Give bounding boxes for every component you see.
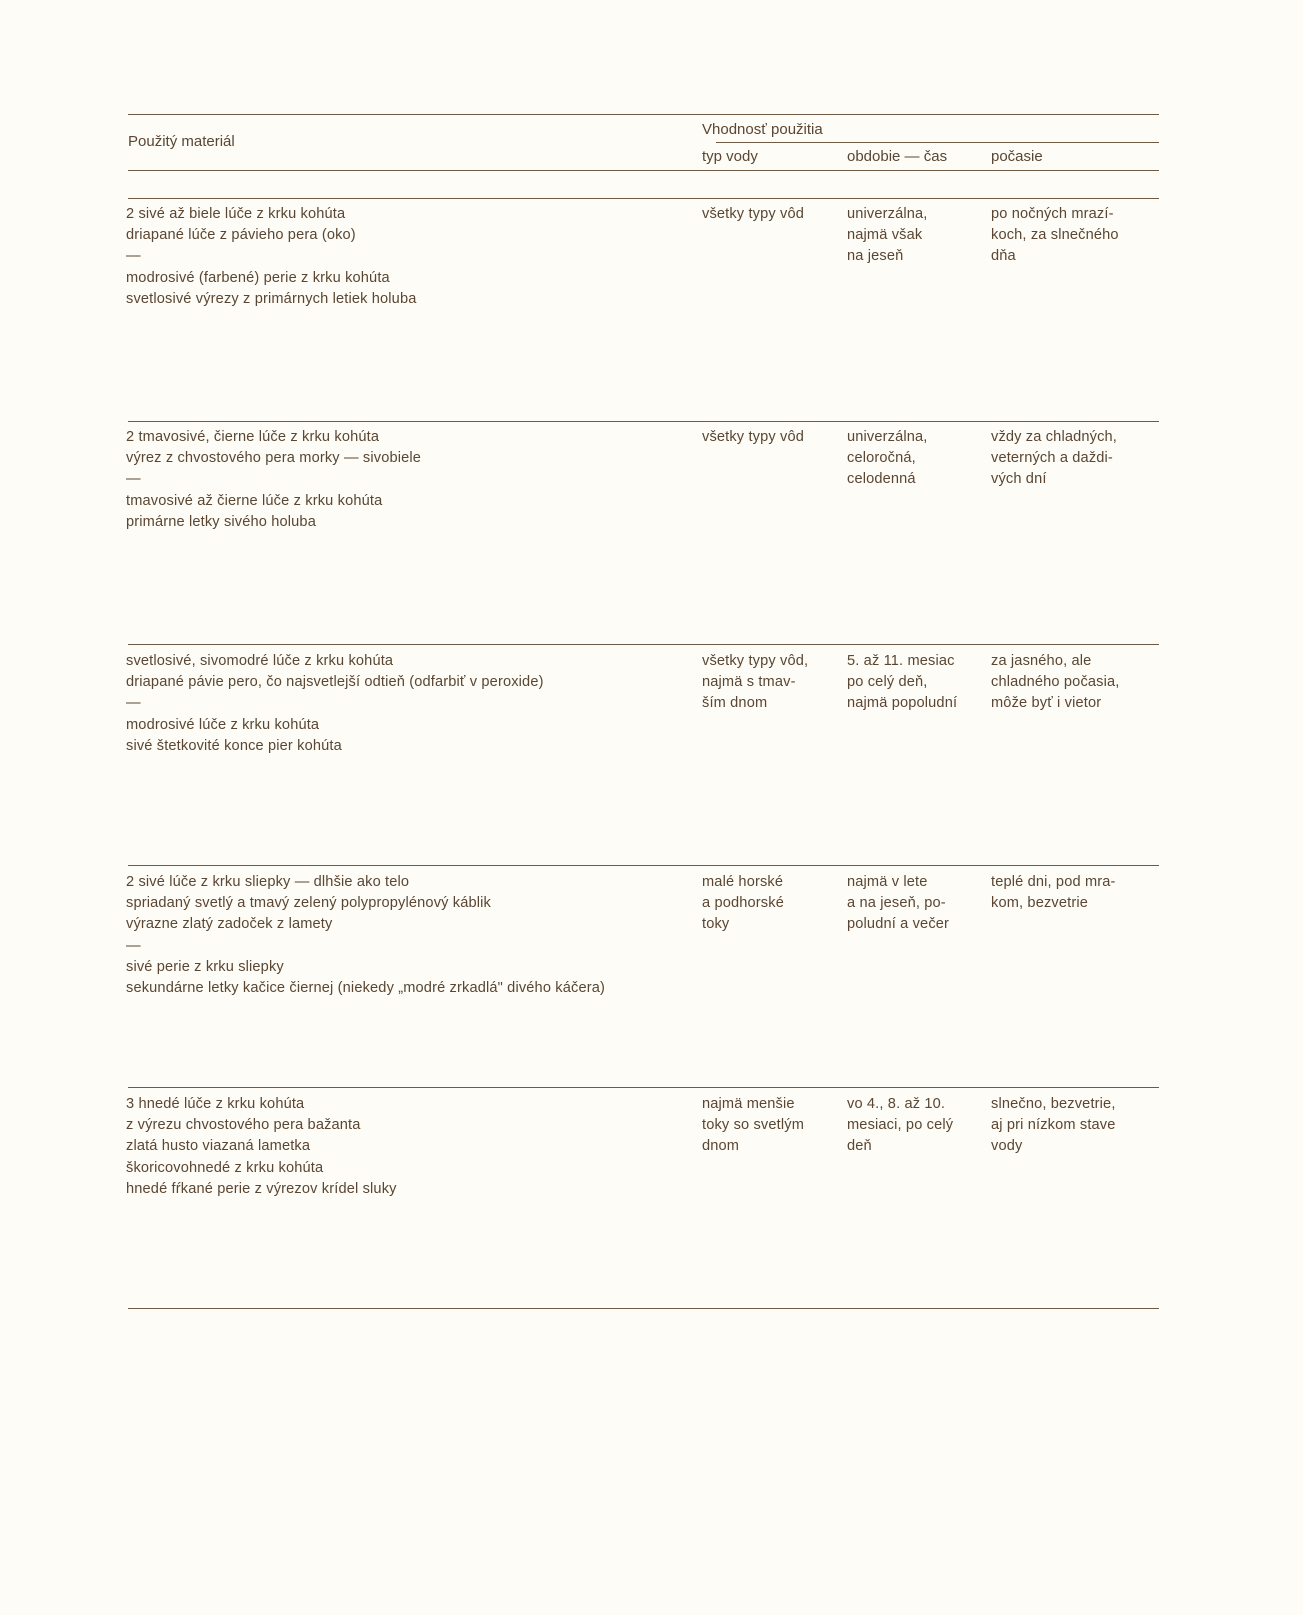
water-cell: všetky typy vôd bbox=[702, 429, 805, 445]
water-cell: všetky typy vôd, najmä s tmav- ším dnom bbox=[702, 653, 809, 712]
header-material: Použitý materiál bbox=[128, 133, 235, 150]
table-page bbox=[128, 0, 1159, 1615]
row-rule-3 bbox=[128, 644, 1159, 645]
body-top-rule bbox=[128, 198, 1159, 199]
material-cell: 2 sivé lúče z krku sliepky — dlhšie ako telo spriadaný svetlý a tmavý zelený polypropylénový káblik výrazne zlatý zadoček z lamety — sivé perie z krku sliepky sekundárne letky kačice čiernej (niekedy „modré zrkadlá" divého káčera) bbox=[126, 874, 605, 997]
header-top-rule bbox=[128, 114, 1159, 115]
material-cell: 2 tmavosivé, čierne lúče z krku kohúta výrez z chvostového pera morky — sivobiele — tmavosivé až čierne lúče z krku kohúta primárne letky sivého holuba bbox=[126, 429, 422, 530]
row-rule-5 bbox=[128, 1087, 1159, 1088]
material-cell: svetlosivé, sivomodré lúče z krku kohúta driapané pávie pero, čo najsvetlejší odtieň (odfarbiť v peroxide) — modrosivé lúče z krku kohúta sivé štetkovité konce pier kohúta bbox=[126, 653, 544, 754]
row-rule-2 bbox=[128, 421, 1159, 422]
weather-cell: slnečno, bezvetrie, aj pri nízkom stave vody bbox=[991, 1096, 1116, 1155]
period-cell: univerzálna, najmä však na jeseň bbox=[847, 206, 928, 265]
weather-cell: po nočných mrazí- koch, za slnečného dňa bbox=[991, 206, 1119, 265]
weather-cell: teplé dni, pod mra- kom, bezvetrie bbox=[991, 874, 1116, 912]
table-bottom-rule bbox=[128, 1308, 1159, 1309]
header-water-type: typ vody bbox=[702, 148, 758, 165]
material-cell: 2 sivé až biele lúče z krku kohúta driapané lúče z pávieho pera (oko) — modrosivé (farbené) perie z krku kohúta svetlosivé výrezy z primárnych letiek holuba bbox=[126, 206, 417, 307]
period-cell: 5. až 11. mesiac po celý deň, najmä popoludní bbox=[847, 653, 958, 712]
header-weather: počasie bbox=[991, 148, 1043, 165]
period-cell: vo 4., 8. až 10. mesiaci, po celý deň bbox=[847, 1096, 954, 1155]
header-mid-rule bbox=[716, 142, 1159, 143]
header-period-time: obdobie — čas bbox=[847, 148, 948, 165]
period-cell: univerzálna, celoročná, celodenná bbox=[847, 429, 928, 488]
water-cell: všetky typy vôd bbox=[702, 206, 805, 222]
water-cell: malé horské a podhorské toky bbox=[702, 874, 784, 933]
water-cell: najmä menšie toky so svetlým dnom bbox=[702, 1096, 804, 1155]
header-suitability: Vhodnosť použitia bbox=[702, 121, 823, 138]
weather-cell: vždy za chladných, veterných a daždi- vých dní bbox=[991, 429, 1117, 488]
period-cell: najmä v lete a na jeseň, po- poludní a večer bbox=[847, 874, 950, 933]
material-cell: 3 hnedé lúče z krku kohúta z výrezu chvostového pera bažanta zlatá husto viazaná lametka škoricovohnedé z krku kohúta hnedé fŕkané perie z výrezov krídel sluky bbox=[126, 1096, 397, 1197]
header-bottom-rule bbox=[128, 170, 1159, 171]
row-rule-4 bbox=[128, 865, 1159, 866]
weather-cell: za jasného, ale chladného počasia, môže byť i vietor bbox=[991, 653, 1120, 712]
